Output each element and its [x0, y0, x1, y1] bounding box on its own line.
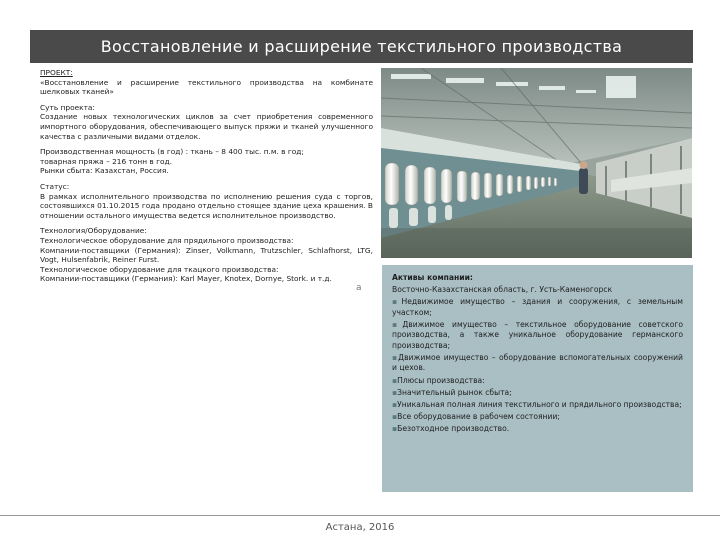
spinning-mill-illustration	[381, 68, 692, 258]
bullet-icon: ▪	[392, 387, 398, 397]
tech-spinning-label: Технологическое оборудование для прядильного производства:	[40, 235, 294, 245]
project-description	[40, 68, 373, 284]
assets-heading: Активы компании:	[392, 273, 473, 282]
status-text: В рамках исполнительного производства по исполнению решения суда с торгов, состоявшихся 01.10.2015 года продано отдельно стоящее здание цеха крашения. В отношении остального имущества ведется исполнительное производство.	[40, 191, 373, 220]
assets-location: Восточно-Казахстанская область, г. Усть-Каменогорск	[392, 285, 613, 295]
footer-text: Астана, 2016	[325, 522, 395, 533]
asset-item: ▪Уникальная полная линия текстильного и прядильного производства;	[392, 400, 682, 410]
bullet-icon: ▪	[392, 412, 398, 422]
project-label: ПРОЕКТ:	[40, 68, 73, 77]
asset-item: ▪Плюсы производства:	[392, 375, 485, 385]
tech-spinning-text: Компании-поставщики (Германия): Zinser, Volkmann, Trutzschler, Schlafhorst, LTG, Vogt, Hulsenfabrik, Reiner Furst.	[40, 245, 373, 265]
tech-label: Технология/Оборудование:	[40, 226, 147, 236]
asset-item: ▪Значительный рынок сбыта;	[392, 387, 512, 397]
yarn-text: товарная пряжа – 216 тонн в год.	[40, 156, 172, 166]
tech-weaving-label: Технологическое оборудование для ткацкого производства:	[40, 264, 279, 274]
bullet-icon: ▪	[392, 424, 398, 434]
bullet-icon: ▪	[392, 353, 399, 363]
bullet-icon: ▪	[392, 320, 403, 330]
capacity-text: Производственная мощность (в год) : ткань – 8 400 тыс. п.м. в год;	[40, 147, 304, 157]
slide-title: Восстановление и расширение текстильного производства	[30, 30, 693, 63]
asset-item: ▪Движимое имущество – оборудование вспомогательных сооружений и цехов.	[392, 353, 683, 373]
bullet-icon: ▪	[392, 375, 398, 385]
footer-divider	[0, 515, 720, 516]
asset-item: ▪Движимое имущество – текстильное оборудование советского производства, а также уникальное оборудование германского производства;	[392, 320, 683, 350]
company-assets-panel	[382, 265, 693, 492]
asset-item: ▪Недвижимое имущество – здания и сооружения, с земельным участком;	[392, 297, 683, 317]
status-label: Статус:	[40, 181, 70, 191]
essence-label: Суть проекта:	[40, 102, 95, 112]
asset-item: ▪Безотходное производство.	[392, 424, 510, 434]
factory-photo	[381, 68, 692, 258]
tech-weaving-text: Компании-поставщики (Германия): Karl Mayer, Knotex, Dornye, Stork. и т.д.	[40, 274, 332, 284]
project-text: «Восстановление и расширение текстильного производства на комбинате шелковых тканей»	[40, 77, 373, 97]
bullet-icon: ▪	[392, 297, 402, 307]
bullet-icon: ▪	[392, 400, 398, 410]
essence-text: Создание новых технологических циклов за счет приобретения современного импортного оборудования, обеспечивающего выпуск пряжи и тканей улучшенного качества с различными видами отделок.	[40, 112, 373, 141]
markets-text: Рынки сбыта: Казахстан, Россия.	[40, 166, 169, 176]
asset-item: ▪Все оборудование в рабочем состоянии;	[392, 412, 560, 422]
stray-glyph: a	[356, 283, 362, 293]
